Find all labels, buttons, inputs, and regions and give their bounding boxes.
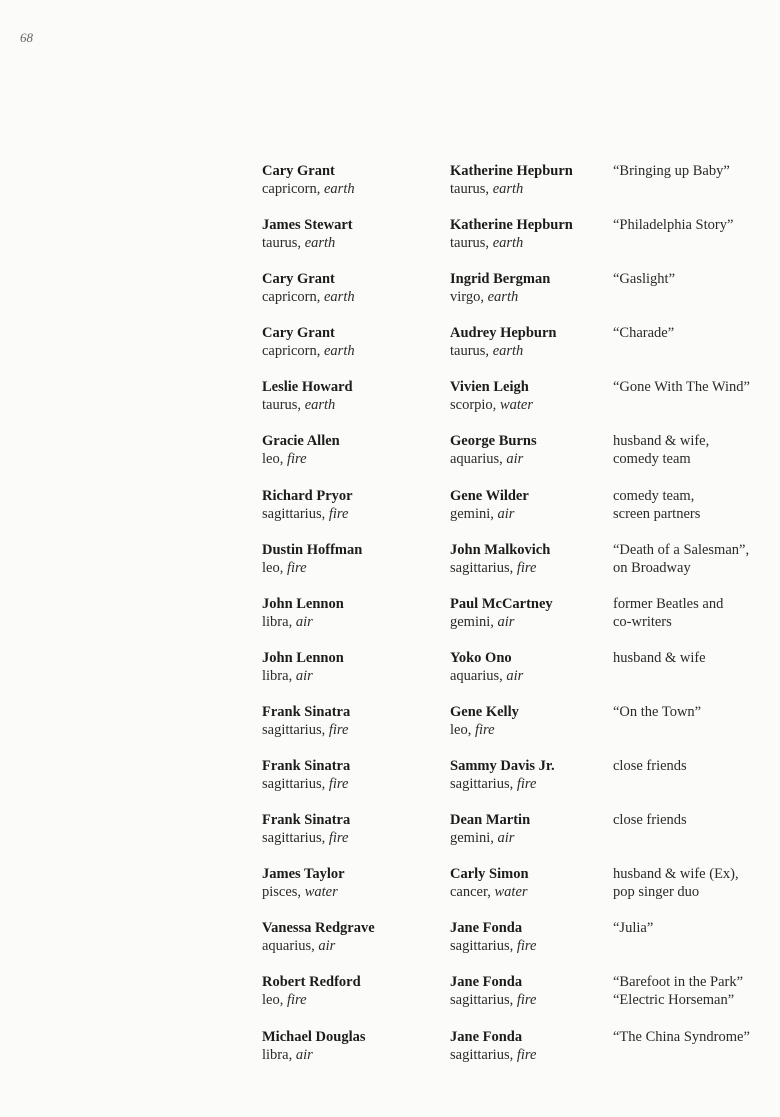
person-second bbox=[450, 432, 537, 468]
person-name: Frank Sinatra bbox=[262, 703, 351, 720]
person-name: John Lennon bbox=[262, 595, 344, 612]
zodiac-sign: taurus, bbox=[262, 235, 302, 252]
relationship-note bbox=[613, 973, 743, 1009]
person-first bbox=[262, 973, 361, 1009]
zodiac-line bbox=[262, 883, 345, 901]
zodiac-element: water bbox=[499, 397, 533, 414]
zodiac-element: earth bbox=[492, 181, 524, 197]
zodiac-element: earth bbox=[324, 289, 355, 306]
note-line: on Broadway bbox=[613, 559, 691, 576]
zodiac-element: fire bbox=[516, 992, 537, 1009]
person-first bbox=[262, 378, 353, 414]
person-name: Paul McCartney bbox=[450, 595, 553, 612]
person-name: James Taylor bbox=[262, 866, 345, 883]
pairing-row bbox=[0, 757, 780, 811]
person-name: Michael Douglas bbox=[262, 1028, 366, 1045]
zodiac-element: fire bbox=[516, 938, 537, 955]
relationship-note bbox=[613, 324, 674, 342]
zodiac-element: earth bbox=[304, 235, 336, 252]
zodiac-sign: sagittarius, bbox=[450, 938, 514, 955]
zodiac-sign: capricorn, bbox=[262, 289, 321, 306]
zodiac-line bbox=[450, 667, 523, 685]
person-name: Dean Martin bbox=[450, 812, 531, 829]
zodiac-line bbox=[262, 829, 350, 847]
zodiac-line bbox=[450, 559, 550, 577]
person-name: Cary Grant bbox=[262, 271, 335, 288]
person-second bbox=[450, 162, 573, 198]
person-name: Vanessa Redgrave bbox=[262, 920, 375, 937]
person-name: Cary Grant bbox=[262, 325, 335, 342]
relationship-note bbox=[613, 487, 700, 523]
person-name: Audrey Hepburn bbox=[450, 325, 557, 342]
zodiac-line bbox=[262, 613, 344, 631]
zodiac-line bbox=[450, 450, 537, 468]
pairing-row bbox=[0, 811, 780, 865]
zodiac-line bbox=[450, 829, 530, 847]
person-second bbox=[450, 649, 523, 685]
person-name: George Burns bbox=[450, 433, 537, 450]
zodiac-sign: aquarius, bbox=[262, 938, 315, 955]
person-name: Frank Sinatra bbox=[262, 758, 351, 775]
pairing-row bbox=[0, 324, 780, 378]
person-second bbox=[450, 865, 529, 901]
person-first bbox=[262, 487, 353, 523]
relationship-note bbox=[613, 432, 709, 468]
person-second bbox=[450, 595, 553, 631]
person-name: Richard Pryor bbox=[262, 487, 353, 504]
zodiac-element: fire bbox=[328, 776, 349, 793]
zodiac-element: fire bbox=[286, 559, 307, 576]
zodiac-sign: capricorn, bbox=[262, 181, 321, 197]
relationship-note bbox=[613, 703, 701, 721]
zodiac-element: air bbox=[295, 667, 313, 684]
zodiac-sign: taurus, bbox=[262, 397, 302, 414]
person-first bbox=[262, 541, 362, 577]
relationship-note bbox=[613, 1028, 750, 1046]
zodiac-line bbox=[262, 991, 361, 1009]
zodiac-element: air bbox=[506, 451, 524, 468]
person-first bbox=[262, 919, 375, 955]
relationship-note bbox=[613, 757, 687, 775]
note-line: comedy team, bbox=[613, 487, 695, 504]
zodiac-line bbox=[262, 396, 353, 414]
zodiac-sign: taurus, bbox=[450, 235, 490, 252]
zodiac-element: water bbox=[304, 884, 338, 901]
zodiac-sign: capricorn, bbox=[262, 343, 321, 360]
person-name: Cary Grant bbox=[262, 163, 335, 179]
zodiac-sign: sagittarius, bbox=[450, 559, 514, 576]
person-name: Katherine Hepburn bbox=[450, 217, 573, 234]
note-line: “Barefoot in the Park” bbox=[613, 974, 744, 991]
person-name: John Malkovich bbox=[450, 541, 551, 558]
zodiac-sign: sagittarius, bbox=[262, 505, 326, 522]
person-name: Gracie Allen bbox=[262, 433, 340, 450]
person-name: Carly Simon bbox=[450, 866, 529, 883]
zodiac-sign: leo, bbox=[262, 559, 284, 576]
note-line: husband & wife, bbox=[613, 433, 710, 450]
person-first bbox=[262, 270, 355, 306]
person-name: Yoko Ono bbox=[450, 649, 512, 666]
person-second bbox=[450, 541, 550, 577]
zodiac-sign: taurus, bbox=[450, 181, 490, 197]
person-name: Jane Fonda bbox=[450, 974, 523, 991]
zodiac-line bbox=[262, 775, 350, 793]
relationship-note bbox=[613, 595, 723, 631]
zodiac-sign: leo, bbox=[262, 451, 284, 468]
relationship-note bbox=[613, 216, 733, 234]
zodiac-sign: virgo, bbox=[450, 289, 484, 306]
zodiac-sign: pisces, bbox=[262, 884, 302, 901]
zodiac-sign: sagittarius, bbox=[450, 776, 514, 793]
zodiac-element: air bbox=[497, 505, 515, 522]
zodiac-element: water bbox=[494, 884, 528, 901]
zodiac-element: earth bbox=[492, 235, 524, 252]
person-first bbox=[262, 865, 345, 901]
person-name: Ingrid Bergman bbox=[450, 271, 551, 288]
note-line: close friends bbox=[613, 812, 687, 829]
person-second bbox=[450, 324, 557, 360]
note-line: “Gone With The Wind” bbox=[613, 379, 750, 396]
pairing-row bbox=[0, 432, 780, 486]
pairing-row bbox=[0, 919, 780, 973]
person-first bbox=[262, 595, 344, 631]
person-first bbox=[262, 757, 350, 793]
person-first bbox=[262, 1028, 366, 1064]
zodiac-element: earth bbox=[324, 181, 355, 197]
zodiac-sign: sagittarius, bbox=[262, 830, 326, 847]
person-second bbox=[450, 703, 519, 739]
zodiac-element: air bbox=[295, 1046, 313, 1063]
zodiac-line bbox=[450, 396, 533, 414]
person-second bbox=[450, 757, 555, 793]
zodiac-line bbox=[262, 342, 355, 360]
zodiac-line bbox=[450, 288, 550, 306]
relationship-note bbox=[613, 378, 750, 396]
person-name: Jane Fonda bbox=[450, 1028, 523, 1045]
pairing-row bbox=[0, 541, 780, 595]
pairing-row bbox=[0, 270, 780, 324]
person-name: Dustin Hoffman bbox=[262, 541, 363, 558]
person-first bbox=[262, 649, 344, 685]
note-line: husband & wife (Ex), bbox=[613, 866, 739, 883]
zodiac-sign: leo, bbox=[262, 992, 284, 1009]
note-line: close friends bbox=[613, 758, 687, 775]
zodiac-line bbox=[450, 991, 536, 1009]
note-line: “The China Syndrome” bbox=[613, 1028, 750, 1045]
note-line: pop singer duo bbox=[613, 884, 700, 901]
person-name: Jane Fonda bbox=[450, 920, 523, 937]
relationship-note bbox=[613, 270, 675, 288]
zodiac-line bbox=[262, 1046, 366, 1064]
zodiac-sign: sagittarius, bbox=[262, 721, 326, 738]
person-second bbox=[450, 270, 550, 306]
zodiac-element: fire bbox=[474, 721, 495, 738]
person-name: Robert Redford bbox=[262, 974, 361, 991]
zodiac-element: air bbox=[497, 830, 515, 847]
relationship-note bbox=[613, 811, 687, 829]
zodiac-line bbox=[262, 937, 375, 955]
pairing-row bbox=[0, 1028, 780, 1082]
pairing-row bbox=[0, 703, 780, 757]
person-second bbox=[450, 919, 536, 955]
relationship-note bbox=[613, 865, 739, 901]
zodiac-sign: gemini, bbox=[450, 505, 494, 522]
person-second bbox=[450, 1028, 536, 1064]
zodiac-sign: libra, bbox=[262, 613, 293, 630]
pairing-row bbox=[0, 216, 780, 270]
zodiac-sign: libra, bbox=[262, 1046, 293, 1063]
person-name: Sammy Davis Jr. bbox=[450, 758, 555, 775]
person-name: Vivien Leigh bbox=[450, 379, 529, 396]
person-name: Frank Sinatra bbox=[262, 812, 351, 829]
note-line: screen partners bbox=[613, 505, 701, 522]
zodiac-element: air bbox=[318, 938, 336, 955]
person-first bbox=[262, 162, 355, 198]
zodiac-sign: libra, bbox=[262, 667, 293, 684]
zodiac-element: earth bbox=[304, 397, 336, 414]
zodiac-sign: sagittarius, bbox=[450, 1046, 514, 1063]
note-line: husband & wife bbox=[613, 649, 706, 666]
note-line: “Death of a Salesman”, bbox=[613, 541, 750, 558]
zodiac-line bbox=[262, 288, 355, 306]
relationship-note bbox=[613, 649, 706, 667]
zodiac-sign: sagittarius, bbox=[450, 992, 514, 1009]
zodiac-element: air bbox=[506, 667, 524, 684]
person-second bbox=[450, 216, 573, 252]
zodiac-sign: taurus, bbox=[450, 343, 490, 360]
person-second bbox=[450, 973, 536, 1009]
zodiac-line bbox=[262, 667, 344, 685]
person-first bbox=[262, 432, 340, 468]
zodiac-line bbox=[450, 721, 519, 739]
pairing-row bbox=[0, 865, 780, 919]
zodiac-element: earth bbox=[324, 343, 355, 360]
pairing-row bbox=[0, 378, 780, 432]
zodiac-line bbox=[450, 505, 529, 523]
relationship-note bbox=[613, 162, 730, 180]
zodiac-line bbox=[262, 505, 353, 523]
person-second bbox=[450, 378, 533, 414]
zodiac-sign: aquarius, bbox=[450, 667, 503, 684]
zodiac-line bbox=[450, 1046, 536, 1064]
zodiac-line bbox=[450, 234, 573, 252]
person-first bbox=[262, 811, 350, 847]
zodiac-element: fire bbox=[328, 721, 349, 738]
pairing-row bbox=[0, 649, 780, 703]
person-first bbox=[262, 324, 355, 360]
zodiac-line bbox=[450, 180, 573, 198]
zodiac-element: earth bbox=[487, 289, 519, 306]
person-first bbox=[262, 703, 350, 739]
pairing-row bbox=[0, 487, 780, 541]
note-line: co-writers bbox=[613, 613, 672, 630]
pairing-row bbox=[0, 973, 780, 1027]
zodiac-sign: aquarius, bbox=[450, 451, 503, 468]
relationship-note bbox=[613, 919, 653, 937]
zodiac-element: fire bbox=[516, 776, 537, 793]
zodiac-element: fire bbox=[516, 559, 537, 576]
note-line: “Julia” bbox=[613, 920, 654, 937]
pairings-list bbox=[0, 162, 780, 1082]
note-line: “Electric Horseman” bbox=[613, 992, 735, 1009]
zodiac-line bbox=[262, 559, 362, 577]
person-name: Gene Kelly bbox=[450, 703, 519, 720]
note-line: “On the Town” bbox=[613, 703, 702, 720]
note-line: former Beatles and bbox=[613, 595, 724, 612]
zodiac-line bbox=[450, 342, 557, 360]
zodiac-sign: scorpio, bbox=[450, 397, 497, 414]
page-number: 68 bbox=[20, 30, 33, 45]
zodiac-element: fire bbox=[328, 830, 349, 847]
zodiac-sign: leo, bbox=[450, 721, 472, 738]
note-line: comedy team bbox=[613, 451, 691, 468]
zodiac-line bbox=[262, 721, 350, 739]
zodiac-line bbox=[450, 937, 536, 955]
pairing-row bbox=[0, 162, 780, 216]
zodiac-element: air bbox=[497, 613, 515, 630]
zodiac-line bbox=[450, 883, 529, 901]
person-second bbox=[450, 811, 530, 847]
note-line: “Gaslight” bbox=[613, 271, 676, 288]
zodiac-element: earth bbox=[492, 343, 524, 360]
person-first bbox=[262, 216, 353, 252]
note-line: “Charade” bbox=[613, 325, 675, 342]
note-line: “Philadelphia Story” bbox=[613, 217, 734, 234]
zodiac-element: fire bbox=[516, 1046, 537, 1063]
pairing-row bbox=[0, 595, 780, 649]
person-name: Leslie Howard bbox=[262, 379, 353, 396]
person-name: Gene Wilder bbox=[450, 487, 529, 504]
zodiac-sign: gemini, bbox=[450, 613, 494, 630]
zodiac-line bbox=[450, 613, 553, 631]
relationship-note bbox=[613, 541, 749, 577]
zodiac-element: fire bbox=[286, 992, 307, 1009]
zodiac-element: fire bbox=[286, 451, 307, 468]
zodiac-element: air bbox=[295, 613, 313, 630]
person-name: Katherine Hepburn bbox=[450, 163, 573, 179]
zodiac-line bbox=[262, 450, 340, 468]
zodiac-line bbox=[262, 180, 355, 198]
note-line: “Bringing up Baby” bbox=[613, 163, 730, 179]
zodiac-sign: sagittarius, bbox=[262, 776, 326, 793]
zodiac-line bbox=[450, 775, 555, 793]
zodiac-element: fire bbox=[328, 505, 349, 522]
person-name: John Lennon bbox=[262, 649, 344, 666]
zodiac-sign: cancer, bbox=[450, 884, 491, 901]
person-second bbox=[450, 487, 529, 523]
zodiac-sign: gemini, bbox=[450, 830, 494, 847]
person-name: James Stewart bbox=[262, 217, 353, 234]
zodiac-line bbox=[262, 234, 353, 252]
